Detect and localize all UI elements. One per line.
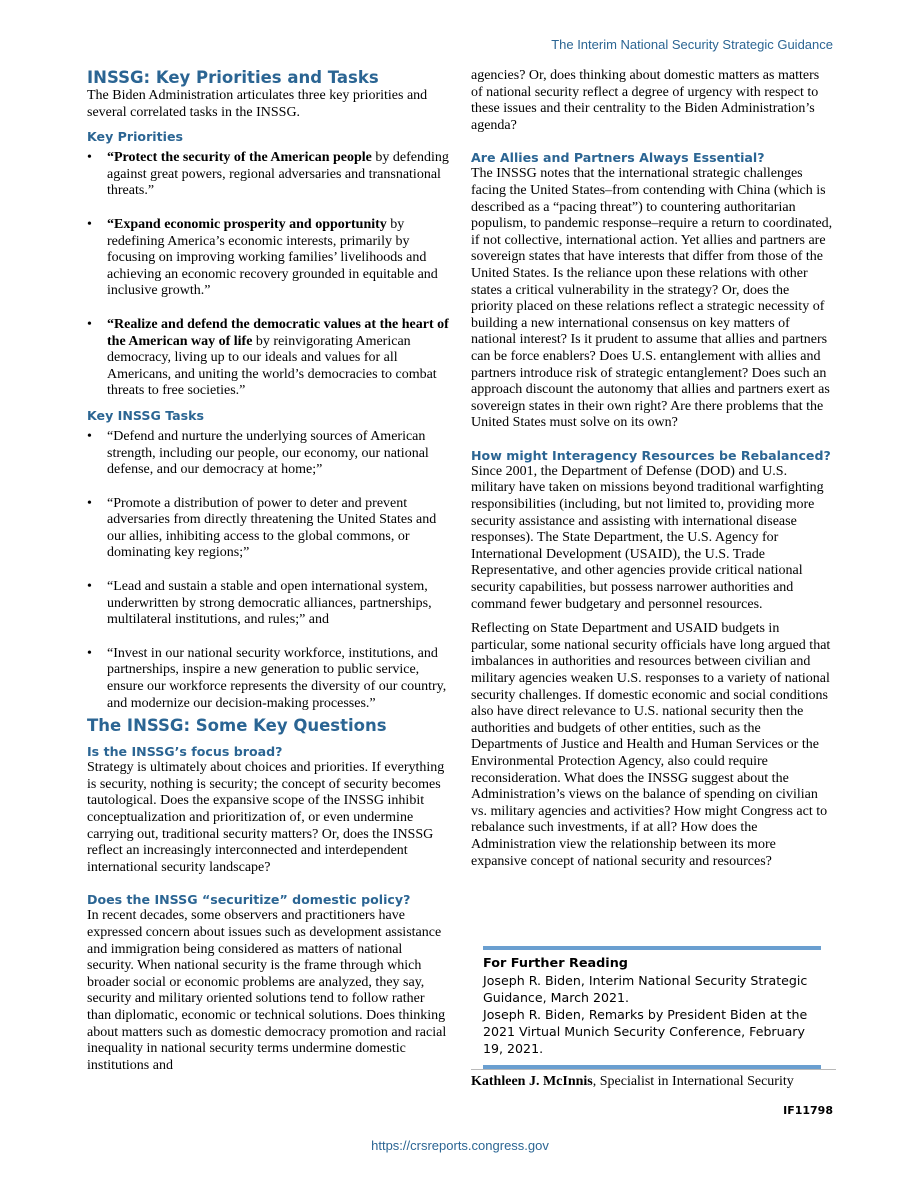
- question-body: In recent decades, some observers and practitioners have expressed concern about issues such as development assistance and immigration being considered as matters of national security. When national security is the frame through which broader social or economic problems are analyzed, they say, security and military oriented solutions tend to follow rather than diplomatic, economic or technical solutions. Does thinking about matters such as domestic democracy promotion and racial inequality in national security terms undermine domestic institutions and: [87, 908, 447, 1073]
- section-title-priorities: INSSG: Key Priorities and Tasks: [87, 68, 379, 87]
- document-id: IF11798: [783, 1104, 833, 1117]
- section-title-questions: The INSSG: Some Key Questions: [87, 716, 387, 736]
- list-item: • “Promote a distribution of power to deter and prevent adversaries from directly threatening the United States and our allies, inhibiting access to the global commons, or dominating key regions;”: [87, 496, 449, 562]
- right-column: [471, 68, 834, 870]
- further-reading-box: [483, 946, 821, 1069]
- left-column: [87, 68, 449, 1074]
- question-body: Strategy is ultimately about choices and priorities. If everything is security, nothing is security; the concept of security becomes tautological. Does the expansive scope of the INSSG inhibit conceptualization and prioritization of, or even undermine carrying out, traditional security matters? Or, does the INSSG reflect an increasingly interconnected and interdependent international security landscape?: [87, 760, 445, 875]
- priority-text: by defending against great powers, regional adversaries and transnational threats.”: [107, 150, 449, 199]
- question-heading: Does the INSSG “securitize” domestic policy?: [87, 892, 411, 908]
- question-heading: Are Allies and Partners Always Essential?: [471, 150, 765, 166]
- running-header: The Interim National Security Strategic Guidance: [551, 37, 833, 52]
- key-tasks-heading: Key INSSG Tasks: [87, 407, 205, 423]
- tasks-list: [87, 429, 449, 712]
- priority-bold: “Expand economic prosperity and opportunity: [107, 216, 387, 232]
- priority-bold: “Realize and defend the democratic values at the heart of the American way of life: [107, 316, 449, 349]
- key-priorities-heading: Key Priorities: [87, 129, 183, 145]
- list-item: • “Lead and sustain a stable and open international system, underwritten by strong democratic alliances, partnerships, multilateral institutions, and rules;” and: [87, 579, 449, 629]
- section-intro: The Biden Administration articulates three key priorities and several correlated tasks in the INSSG.: [87, 88, 428, 120]
- question-heading: Is the INSSG’s focus broad?: [87, 744, 283, 760]
- question-body: Since 2001, the Department of Defense (DOD) and U.S. military have taken on missions beyond traditional warfighting responsibilities (including, but not limited to, providing more security assistance and assisting with international disease responses). The State Department, the U.S. Agency for International Development (USAID), the U.S. Trade Representative, and other agencies provide critical national security capabilities, but possess narrower authorities and command fewer budgetary and personnel resources.: [471, 463, 824, 612]
- question-body-continued: agencies? Or, does thinking about domestic matters as matters of national security reflect a degree of urgency with respect to these issues and their centrality to the Biden Administration’s agenda?: [471, 68, 820, 133]
- footer-url[interactable]: https://crsreports.congress.gov: [371, 1138, 549, 1153]
- question-body: The INSSG notes that the international strategic challenges facing the United States–from contending with China (which is described as a “pacing threat”) to countering authoritarian populism, to pandemic response–require a return to coordinated, if not collective, international action. Yet allies and partners are sovereign states that have interests that differ from those of the United States. Is the reliance upon these relations with other states a critical vulnerability in the strategy? Or, does the priority placed on these relations reflect a strategic necessity of building a new international consensus on key matters of national interest? Is it prudent to assume that allies and partners can be force enablers? Does U.S. entanglement with allies and partners introduce risk of strategic entanglement? Does such an approach discount the autonomy that allies and partners exert as sovereign states in their own right? Are there problems that the United States must solve on its own?: [471, 166, 833, 431]
- priority-text: by reinvigorating American democracy, living up to our ideals and values for all Americans, and uniting the world’s democracies to combat threats to free societies.”: [107, 333, 437, 399]
- priority-text: by redefining America’s economic interests, primarily by focusing on improving working families’ livelihoods and achieving an economic recovery grounded in equitable and inclusive growth.”: [107, 216, 438, 299]
- author-divider: [471, 1069, 836, 1070]
- list-item: [87, 150, 449, 200]
- list-item: [87, 317, 449, 400]
- question-body: Reflecting on State Department and USAID budgets in particular, some national security officials have long argued that imbalances in authorities and resources between civilian and military agencies weaken U.S. responses to a variety of national security challenges. If domestic economic and social conditions also have direct relevance to U.S. national security then the authorities and budgets of other entities, such as the Departments of Justice and Health and Human Services or the Environmental Protection Agency, also could require reconsideration. What does the INSSG suggest about the Administration’s views on the balance of spending on civilian vs. military agencies and activities? How might Congress act to rebalance such investments, if at all? How does the Administration view the relationship between its more expansive concept of national security and resources?: [471, 621, 831, 869]
- priority-bold: “Protect the security of the American people: [107, 150, 372, 166]
- list-item: • “Invest in our national security workforce, institutions, and partnerships, inspire a new generation to public service, ensure our workforce represents the diversity of our country, and modernize our decision-making processes.”: [87, 646, 449, 712]
- author-name: Kathleen J. McInnis: [471, 1074, 593, 1089]
- reading-item: Joseph R. Biden, Interim National Security Strategic Guidance, March 2021.: [483, 973, 808, 1005]
- priorities-list: [87, 150, 449, 400]
- list-item: • “Defend and nurture the underlying sources of American strength, including our people, our economy, our national defense, and our democracy at home;”: [87, 429, 449, 479]
- reading-item: Joseph R. Biden, Remarks by President Biden at the 2021 Virtual Munich Security Conference, February 19, 2021.: [483, 1007, 808, 1056]
- author-title: , Specialist in International Security: [592, 1074, 794, 1089]
- author-line: [471, 1074, 794, 1090]
- question-heading: How might Interagency Resources be Rebalanced?: [471, 447, 831, 463]
- list-item: [87, 217, 449, 300]
- further-reading-title: For Further Reading: [483, 956, 628, 971]
